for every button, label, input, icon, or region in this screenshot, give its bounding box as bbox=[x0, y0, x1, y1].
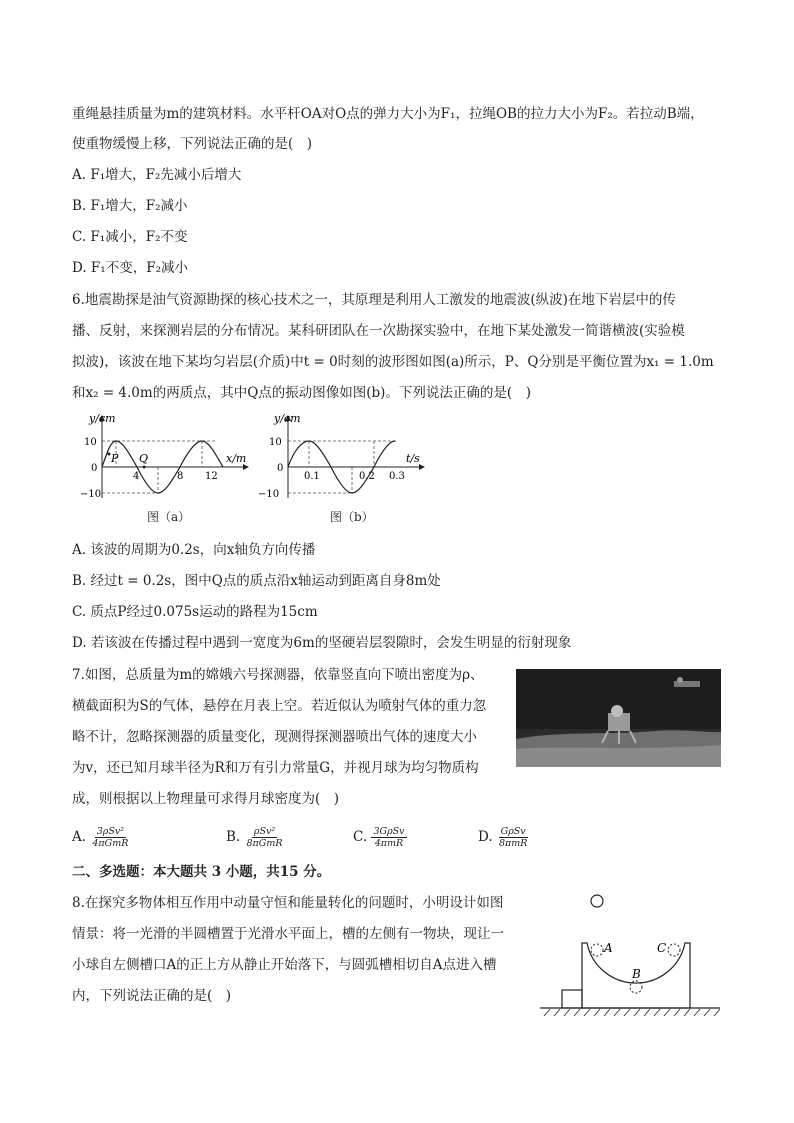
q5-stem-line-1: 重绳悬挂质量为m的建筑材料。水平杆OA对O点的弹力大小为F₁，拉绳OB的拉力大小为F₂。若拉动B端， bbox=[72, 106, 704, 122]
q7-option-a[interactable] bbox=[72, 826, 130, 849]
q7-option-b[interactable] bbox=[226, 826, 285, 849]
q5-option-a[interactable]: A. F₁增大，F₂先减小后增大 bbox=[72, 167, 242, 183]
half-groove-diagram bbox=[540, 890, 722, 1020]
fig-a-point-p: P bbox=[111, 452, 119, 465]
q7-stem-line-1: 7.如图，总质量为m的嫦娥六号探测器，依靠竖直向下喷出密度为ρ、 bbox=[72, 667, 484, 683]
fig-b-ytick-10: 10 bbox=[269, 437, 282, 448]
q6-option-a[interactable]: A. 该波的周期为0.2s，向x轴负方向传播 bbox=[72, 542, 316, 558]
q6-stem-line-2: 播、反射，来探测岩层的分布情况。某科研团队在一次勘探实验中，在地下某处激发一简谐横波(实验模 bbox=[72, 323, 685, 339]
q7-option-d-label: D. bbox=[478, 829, 493, 845]
q7-stem-line-4: 为v，还已知月球半径为R和万有引力常量G，并视月球为均匀物质构 bbox=[72, 760, 479, 776]
q6-stem-line-4: 和x₂ = 4.0m的两质点，其中Q点的振动图像如图(b)。下列说法正确的是( ) bbox=[72, 385, 531, 401]
q7-option-d-numerator: GρSv bbox=[500, 826, 526, 837]
q6-stem-line-1: 6.地震勘探是油气资源勘探的核心技术之一，其原理是利用人工激发的地震波(纵波)在地下岩层中的传 bbox=[72, 292, 676, 308]
q7-stem-line-3: 略不计，忽略探测器的质量变化，现测得探测器喷出气体的速度大小 bbox=[72, 729, 477, 745]
q6-stem-line-3: 拟波)，该波在地下某均匀岩层(介质)中t = 0时刻的波形图如图(a)所示，P、Q分别是平衡位置为x₁ = 1.0m bbox=[72, 354, 714, 370]
q7-option-a-denominator: 4πGmR bbox=[92, 838, 129, 849]
q7-stem-line-2: 横截面积为S的气体，悬停在月表上空。若近似认为喷射气体的重力忽 bbox=[72, 698, 487, 714]
q6-option-d[interactable]: D. 若该波在传播过程中遇到一宽度为6m的坚硬岩层裂隙时，会发生明显的衍射现象 bbox=[72, 635, 572, 651]
fig-b-xtick-02: 0.2 bbox=[359, 471, 375, 482]
q7-option-d-denominator: 8πmR bbox=[498, 838, 528, 849]
groove-label-a: A bbox=[604, 941, 613, 955]
q7-option-a-numerator: 3ρSv² bbox=[96, 826, 125, 837]
fig-a-ytick-0: 0 bbox=[91, 463, 98, 474]
q8-stem-line-1: 8.在探究多物体相互作用中动量守恒和能量转化的问题时，小明设计如图 bbox=[72, 895, 504, 911]
q7-option-a-label: A. bbox=[72, 829, 87, 845]
q5-stem-line-2: 使重物缓慢上移，下列说法正确的是( ) bbox=[72, 136, 313, 152]
q7-option-c-label: C. bbox=[353, 829, 368, 845]
groove-label-c: C bbox=[657, 941, 667, 955]
q8-stem-line-2: 情景：将一光滑的半圆槽置于光滑水平面上，槽的左侧有一物块，现让一 bbox=[72, 926, 504, 942]
fig-a-xtick-4: 4 bbox=[133, 471, 140, 482]
q6-option-b[interactable]: B. 经过t = 0.2s，图中Q点的质点沿x轴运动到距离自身8m处 bbox=[72, 573, 441, 589]
q7-option-c-numerator: 3GρSv bbox=[373, 826, 405, 837]
q7-option-b-label: B. bbox=[226, 829, 241, 845]
fig-b-caption: 图（b） bbox=[330, 510, 374, 524]
section-2-heading: 二、多选题：本大题共 3 小题，共15 分。 bbox=[72, 864, 331, 880]
q7-option-b-denominator: 8πGmR bbox=[246, 838, 283, 849]
q5-option-c[interactable]: C. F₁减小，F₂不变 bbox=[72, 229, 188, 245]
q7-stem-line-5: 成，则根据以上物理量可求得月球密度为( ) bbox=[72, 791, 340, 807]
q8-stem-line-3: 小球自左侧槽口A的正上方从静止开始落下，与圆弧槽相切自A点进入槽 bbox=[72, 957, 497, 973]
fig-a-xtick-8: 8 bbox=[177, 471, 184, 482]
groove-label-b: B bbox=[632, 967, 641, 981]
q7-option-b-numerator: ρSv² bbox=[253, 826, 276, 837]
fig-b-xtick-01: 0.1 bbox=[304, 471, 320, 482]
q7-option-c-denominator: 4πmR bbox=[374, 838, 404, 849]
fig-a-xlabel: x/m bbox=[226, 452, 247, 465]
fig-b-xlabel: t/s bbox=[406, 452, 420, 465]
fig-b-ylabel: y/cm bbox=[274, 412, 301, 425]
vibration-figure-b bbox=[252, 410, 432, 502]
q7-option-c[interactable] bbox=[353, 826, 407, 849]
q5-option-b[interactable]: B. F₁增大，F₂减小 bbox=[72, 198, 188, 214]
fig-b-ytick-0: 0 bbox=[277, 463, 284, 474]
q5-option-d[interactable]: D. F₁不变，F₂减小 bbox=[72, 260, 188, 276]
fig-a-caption: 图（a） bbox=[147, 510, 191, 524]
fig-a-ytick-10: 10 bbox=[84, 437, 97, 448]
fig-a-ytick-neg10: −10 bbox=[80, 489, 102, 500]
fig-a-ylabel: y/cm bbox=[89, 412, 116, 425]
q8-stem-line-4: 内，下列说法正确的是( ) bbox=[72, 988, 232, 1004]
q7-option-d[interactable] bbox=[478, 826, 529, 849]
fig-b-xtick-03: 0.3 bbox=[389, 471, 405, 482]
fig-a-point-q: Q bbox=[139, 452, 149, 465]
wave-figure-a bbox=[80, 410, 255, 502]
fig-a-xtick-12: 12 bbox=[205, 471, 218, 482]
fig-b-ytick-neg10: −10 bbox=[258, 489, 280, 500]
lander-photo bbox=[516, 669, 721, 767]
q6-option-c[interactable]: C. 质点P经过0.075s运动的路程为15cm bbox=[72, 604, 318, 620]
